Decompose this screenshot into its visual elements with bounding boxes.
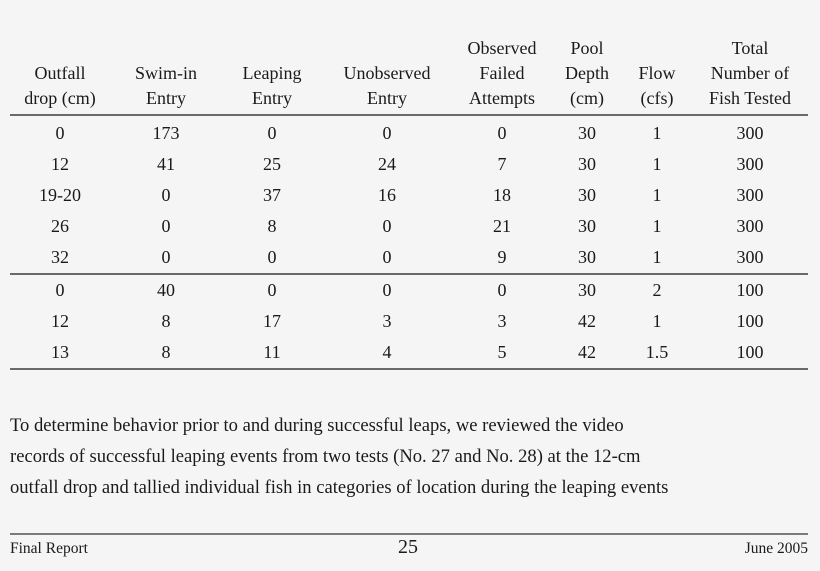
header-line: Observed	[467, 38, 537, 58]
header-line: Swim-in	[134, 63, 197, 83]
cell-flow: 1	[652, 311, 662, 331]
footer-date: June 2005	[744, 540, 808, 557]
cell-swim-in-entry: 0	[161, 216, 171, 236]
header-line: Entry	[252, 88, 292, 108]
cell-leaping-entry: 11	[222, 337, 322, 369]
cell-leaping-entry: 0	[267, 280, 277, 300]
header-observed-failed-attempts	[452, 36, 552, 115]
header-line: Entry	[146, 88, 186, 108]
header-line: Total	[731, 38, 769, 58]
cell-total-tested: 300	[736, 216, 764, 236]
header-line: Entry	[367, 88, 407, 108]
cell-flow: 1	[652, 185, 662, 205]
header-line: Unobserved	[343, 63, 431, 83]
paragraph-line: records of successful leaping events from two tests (No. 27 and No. 28) at the 12-cm	[10, 446, 641, 467]
cell-total-tested: 100	[692, 337, 808, 369]
cell-pool-depth: 30	[578, 185, 596, 205]
header-line: (cm)	[570, 88, 604, 108]
table-row	[10, 274, 808, 306]
cell-total-tested: 300	[692, 242, 808, 274]
cell-observed-failed: 3	[497, 311, 507, 331]
cell-unobserved-entry: 24	[378, 154, 396, 174]
header-total-fish-tested	[692, 36, 808, 115]
cell-observed-failed: 0	[497, 280, 507, 300]
header-line: Leaping	[242, 63, 302, 83]
paragraph-line: outfall drop and tallied individual fish in categories of location during the leaping events	[10, 477, 669, 498]
cell-leaping-entry: 37	[263, 185, 281, 205]
cell-observed-failed: 9	[452, 242, 552, 274]
cell-swim-in-entry: 8	[110, 337, 222, 369]
cell-outfall-drop: 32	[10, 242, 110, 274]
header-line: Outfall	[34, 63, 86, 83]
cell-pool-depth: 30	[578, 216, 596, 236]
cell-leaping-entry: 17	[263, 311, 281, 331]
cell-total-tested: 300	[736, 185, 764, 205]
cell-total-tested: 300	[736, 154, 764, 174]
header-line: drop (cm)	[24, 88, 96, 108]
table-row	[10, 337, 808, 369]
cell-flow: 1	[652, 216, 662, 236]
header-line: Fish Tested	[709, 88, 791, 108]
cell-unobserved-entry: 0	[322, 242, 452, 274]
cell-outfall-drop: 19-20	[39, 185, 81, 205]
paragraph-line: To determine behavior prior to and during successful leaps, we reviewed the video	[10, 415, 624, 436]
cell-pool-depth: 30	[578, 280, 596, 300]
results-table-container	[10, 36, 808, 370]
cell-leaping-entry: 25	[263, 154, 281, 174]
header-line: (cfs)	[640, 88, 674, 108]
cell-flow: 1	[652, 154, 662, 174]
cell-observed-failed: 7	[497, 154, 507, 174]
header-leaping-entry	[222, 36, 322, 115]
table-row	[10, 242, 808, 274]
header-row	[10, 36, 808, 115]
header-line: Failed	[479, 63, 525, 83]
leaping-results-table	[10, 36, 808, 370]
header-pool-depth	[552, 36, 622, 115]
cell-unobserved-entry: 0	[382, 280, 392, 300]
cell-pool-depth: 30	[578, 154, 596, 174]
cell-swim-in-entry: 40	[157, 280, 175, 300]
cell-observed-failed: 18	[493, 185, 511, 205]
header-line: Flow	[638, 63, 676, 83]
body-paragraph	[10, 410, 810, 503]
footer-report-label: Final Report	[10, 540, 88, 557]
cell-unobserved-entry: 16	[378, 185, 396, 205]
header-line: Depth	[565, 63, 609, 83]
cell-unobserved-entry: 0	[382, 123, 392, 143]
cell-flow: 1.5	[622, 337, 692, 369]
cell-swim-in-entry: 41	[157, 154, 175, 174]
page-number: 25	[398, 536, 418, 558]
table-body	[10, 115, 808, 369]
cell-pool-depth: 42	[578, 311, 596, 331]
header-flow	[622, 36, 692, 115]
cell-outfall-drop: 13	[10, 337, 110, 369]
cell-swim-in-entry: 0	[110, 242, 222, 274]
table-row	[10, 149, 808, 180]
cell-leaping-entry: 8	[267, 216, 277, 236]
cell-flow: 1	[652, 123, 662, 143]
cell-outfall-drop: 12	[51, 154, 69, 174]
cell-flow: 2	[652, 280, 662, 300]
cell-swim-in-entry: 0	[161, 185, 171, 205]
cell-observed-failed: 0	[497, 123, 507, 143]
header-line: Pool	[570, 38, 604, 58]
cell-unobserved-entry: 3	[382, 311, 392, 331]
footer-divider	[10, 533, 808, 535]
cell-unobserved-entry: 4	[322, 337, 452, 369]
cell-swim-in-entry: 8	[161, 311, 171, 331]
header-unobserved-entry	[322, 36, 452, 115]
cell-outfall-drop: 26	[51, 216, 69, 236]
cell-leaping-entry: 0	[267, 123, 277, 143]
table-row	[10, 115, 808, 149]
cell-outfall-drop: 12	[51, 311, 69, 331]
table-row	[10, 180, 808, 211]
cell-pool-depth: 30	[552, 242, 622, 274]
cell-unobserved-entry: 0	[382, 216, 392, 236]
cell-outfall-drop: 0	[55, 280, 65, 300]
cell-flow: 1	[622, 242, 692, 274]
cell-total-tested: 100	[736, 311, 764, 331]
cell-pool-depth: 30	[578, 123, 596, 143]
cell-total-tested: 300	[736, 123, 764, 143]
header-swim-in-entry	[110, 36, 222, 115]
cell-observed-failed: 21	[493, 216, 511, 236]
cell-outfall-drop: 0	[55, 123, 65, 143]
table-row	[10, 211, 808, 242]
cell-swim-in-entry: 173	[152, 123, 180, 143]
table-row	[10, 306, 808, 337]
header-line: Number of	[710, 63, 790, 83]
cell-observed-failed: 5	[452, 337, 552, 369]
header-line: Attempts	[469, 88, 535, 108]
cell-total-tested: 100	[736, 280, 764, 300]
header-outfall-drop	[10, 36, 110, 115]
cell-pool-depth: 42	[552, 337, 622, 369]
cell-leaping-entry: 0	[222, 242, 322, 274]
